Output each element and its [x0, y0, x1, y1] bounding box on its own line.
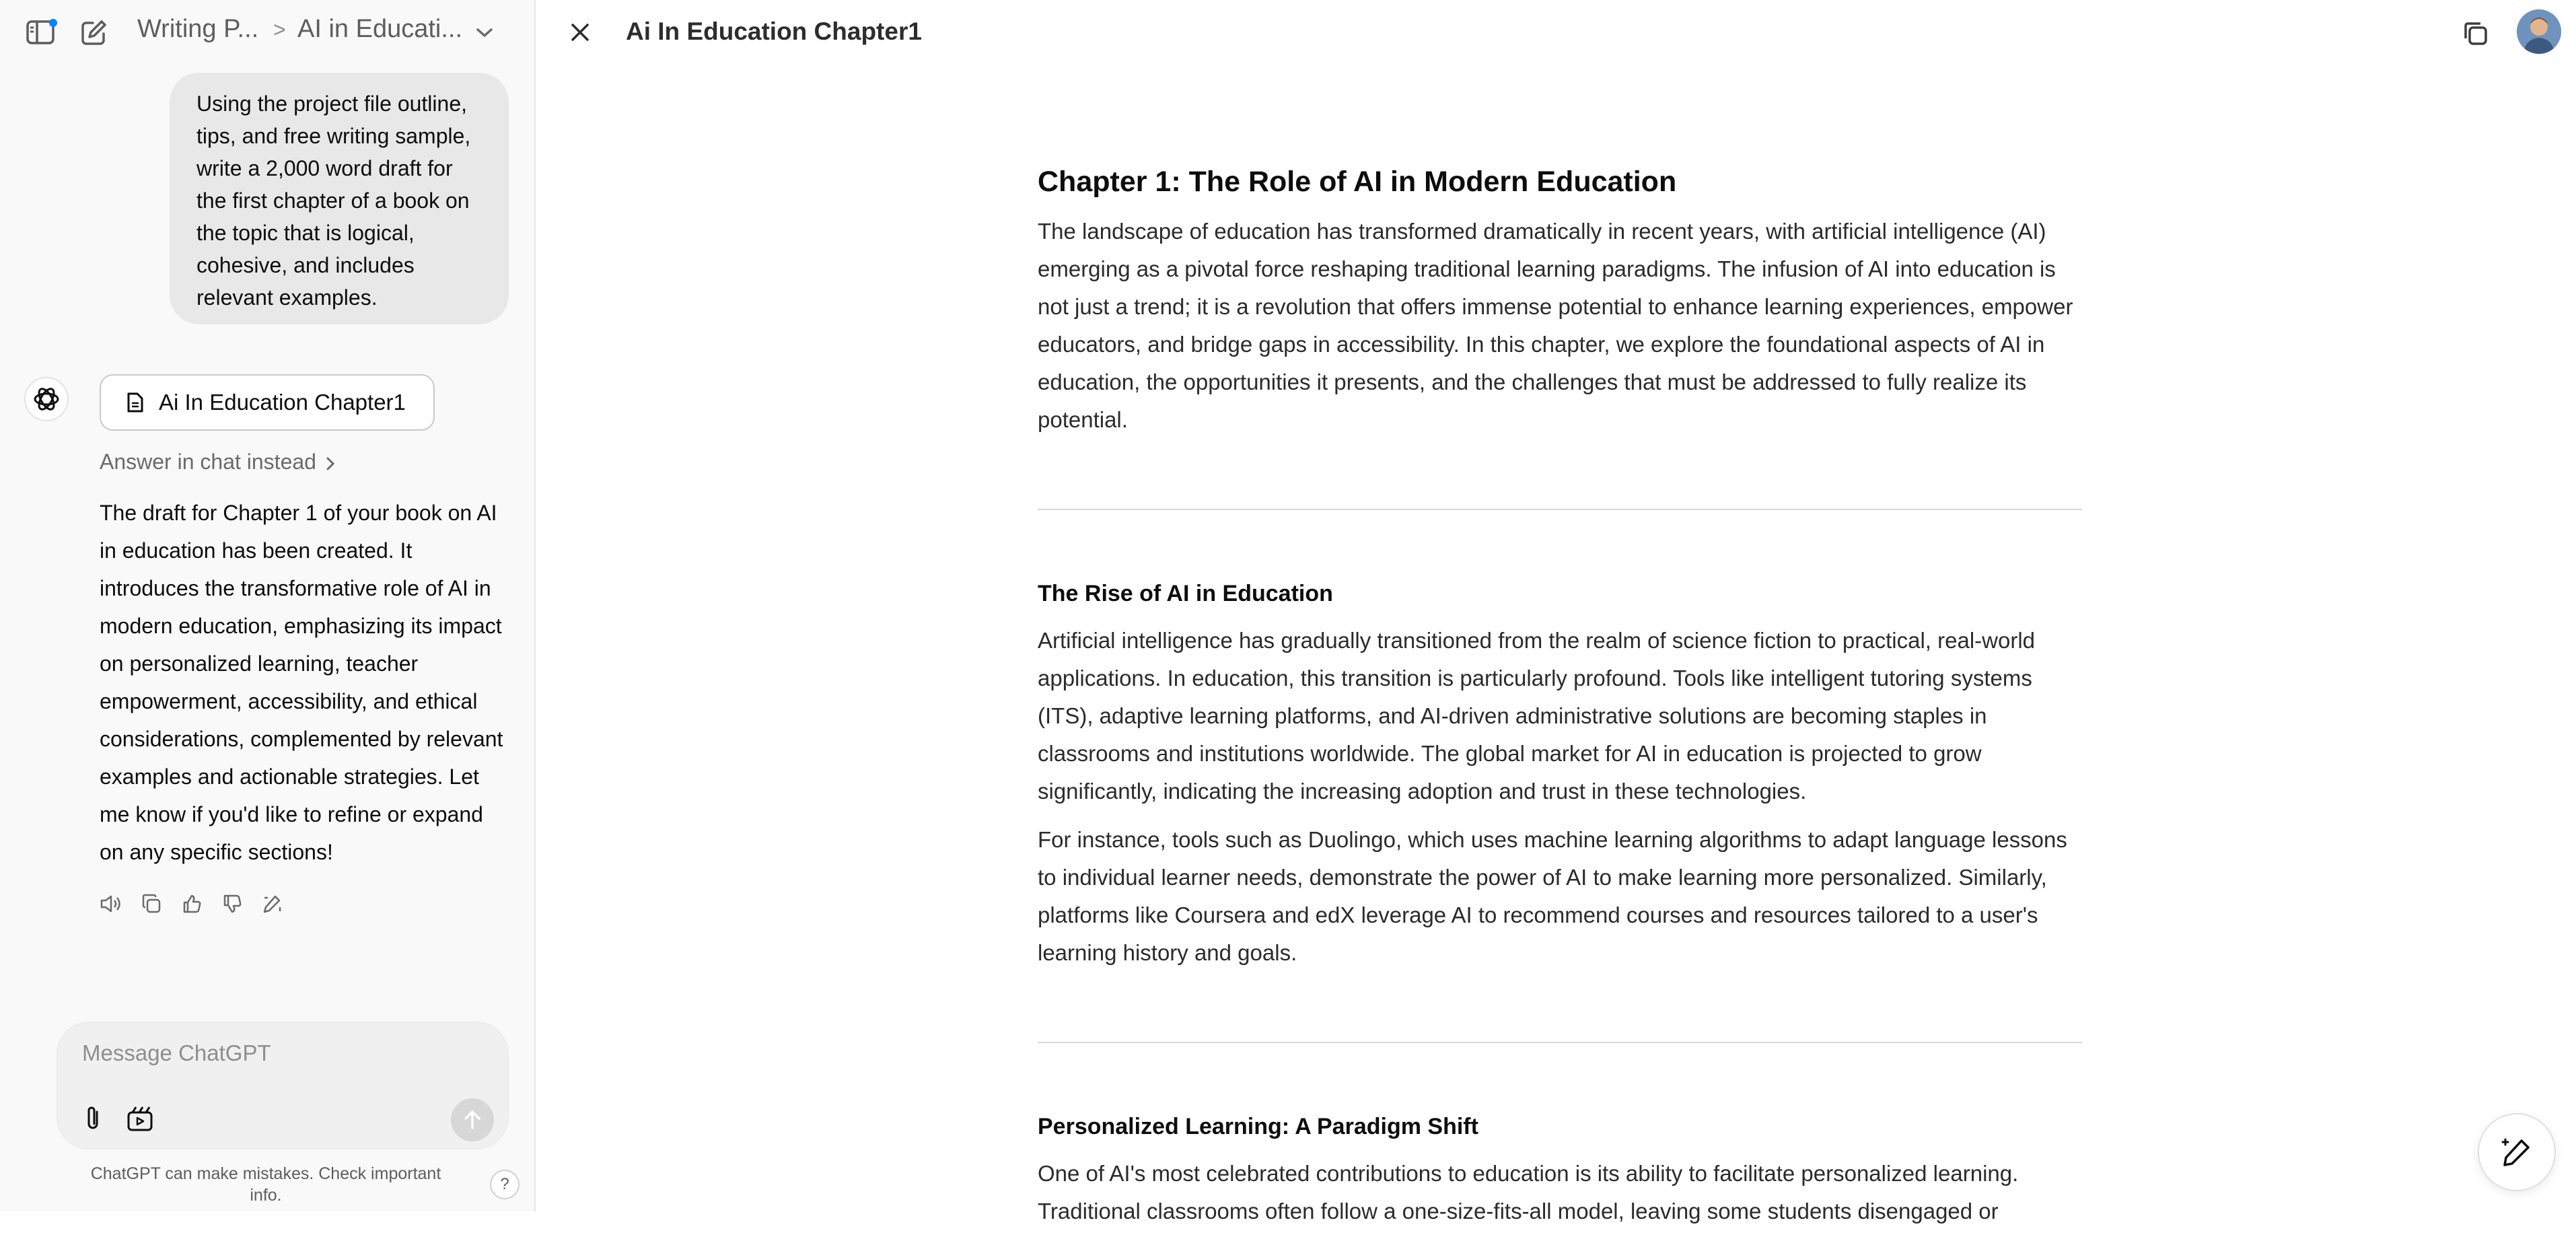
chat-panel [0, 0, 536, 1211]
chevron-down-icon [475, 27, 494, 39]
edit-icon [262, 894, 283, 914]
document-chip[interactable] [100, 374, 435, 431]
chatgpt-logo-icon [24, 377, 69, 421]
intro-paragraph: The landscape of education has transformed dramatically in recent years, with artificial intelligence (AI) emerging as a pivotal force reshaping traditional learning paradigms. The infusion of AI into education is not just a trend; it is a revolution that offers immense potential to enhance learning experiences, empower educators, and bridge gaps in accessibility. In this chapter, we explore the foundational aspects of AI in education, the opportunities it presents, and the challenges that must be addressed to fully realize its potential. [1038, 219, 2073, 432]
message-composer [57, 1022, 509, 1149]
user-avatar-icon [2517, 9, 2561, 54]
tools-icon [126, 1104, 154, 1133]
tools-button[interactable] [124, 1101, 156, 1136]
new-chat-icon [79, 19, 108, 47]
breadcrumb-separator: > [273, 17, 286, 42]
breadcrumb-project[interactable]: Writing P... [137, 15, 259, 43]
avatar[interactable] [2517, 9, 2561, 54]
disclaimer: ChatGPT can make mistakes. Check important info. [90, 1164, 441, 1205]
new-chat-button[interactable] [78, 17, 109, 48]
paperclip-icon [83, 1104, 102, 1133]
chevron-right-icon [325, 456, 336, 472]
document-icon [127, 392, 144, 413]
chapter-heading: Chapter 1: The Role of AI in Modern Education [1038, 166, 1677, 198]
section-heading-rise: The Rise of AI in Education [1038, 581, 1333, 606]
canvas-document[interactable] [1038, 162, 2082, 1241]
copy-document-button[interactable] [2459, 17, 2491, 48]
section-divider [1038, 509, 2082, 510]
assistant-reply: The draft for Chapter 1 of your book on AI in education has been created. It introduces the transformative role of AI in modern education, emphasizing its impact on personalized learning, teacher empowerment, accessibility, and ethical considerations, complemented by relevant examples and actionable strategies. Let me know if you'd like to refine or expand on any specific sections! [100, 501, 503, 864]
arrow-up-icon [462, 1109, 482, 1131]
answer-in-chat-label: Answer in chat instead [100, 450, 316, 474]
sidebar-toggle-icon [26, 19, 58, 46]
close-canvas-button[interactable] [564, 16, 596, 48]
read-aloud-button[interactable] [100, 892, 122, 915]
bad-response-button[interactable] [221, 892, 244, 915]
section-divider [1038, 1042, 2082, 1043]
close-icon [569, 21, 592, 44]
help-button[interactable]: ? [490, 1170, 520, 1199]
answer-in-chat-link[interactable] [100, 450, 336, 474]
edit-suggestions-button[interactable] [2478, 1113, 2556, 1191]
personalized-paragraph-1: One of AI's most celebrated contributions to education is its ability to facilitate personalized learning. Traditional classrooms often follow a one-size-fits-all model, leaving some students disengaged or [1038, 1161, 2019, 1224]
copy-icon [141, 894, 162, 914]
copy-icon [2462, 20, 2489, 46]
canvas-title: Ai In Education Chapter1 [626, 17, 922, 45]
rise-paragraph-2: For instance, tools such as Duolingo, which uses machine learning algorithms to adapt language lessons to individual learner needs, demonstrate the power of AI to make learning more personalized. Similarly, platforms like Coursera and edX leverage AI to recommend courses and resources tailored to a user's learning history and goals. [1038, 827, 2067, 965]
user-message: Using the project file outline, tips, and free writing sample, write a 2,000 word draft for the first chapter of a book on the topic that is logical, cohesive, and includes relevant examples. [170, 73, 509, 324]
breadcrumb-chat[interactable]: AI in Educati... [297, 15, 463, 43]
copy-button[interactable] [140, 892, 163, 915]
thumbs-down-icon [222, 894, 242, 914]
message-actions [100, 892, 284, 915]
edit-in-canvas-button[interactable] [261, 892, 284, 915]
attach-button[interactable] [78, 1101, 108, 1136]
thumbs-up-icon [182, 894, 202, 914]
speaker-icon [100, 894, 122, 914]
sidebar-toggle-button[interactable] [24, 17, 59, 47]
document-chip-label: Ai In Education Chapter1 [159, 390, 406, 415]
edit-pencil-sparkle-icon [2500, 1135, 2534, 1169]
chat-menu-button[interactable] [471, 22, 498, 44]
good-response-button[interactable] [180, 892, 203, 915]
rise-paragraph-1: Artificial intelligence has gradually transitioned from the realm of science fiction to practical, real-world applications. In education, this transition is particularly profound. Tools like intelligent tutoring systems (ITS), adaptive learning platforms, and AI-driven administrative solutions are becoming staples in classrooms and institutions worldwide. The global market for AI in education is projected to grow significantly, indicating the increasing adoption and trust in these technologies. [1038, 628, 2036, 804]
section-heading-personalized: Personalized Learning: A Paradigm Shift [1038, 1114, 1478, 1139]
send-button[interactable] [451, 1098, 494, 1141]
message-input[interactable] [81, 1039, 460, 1067]
